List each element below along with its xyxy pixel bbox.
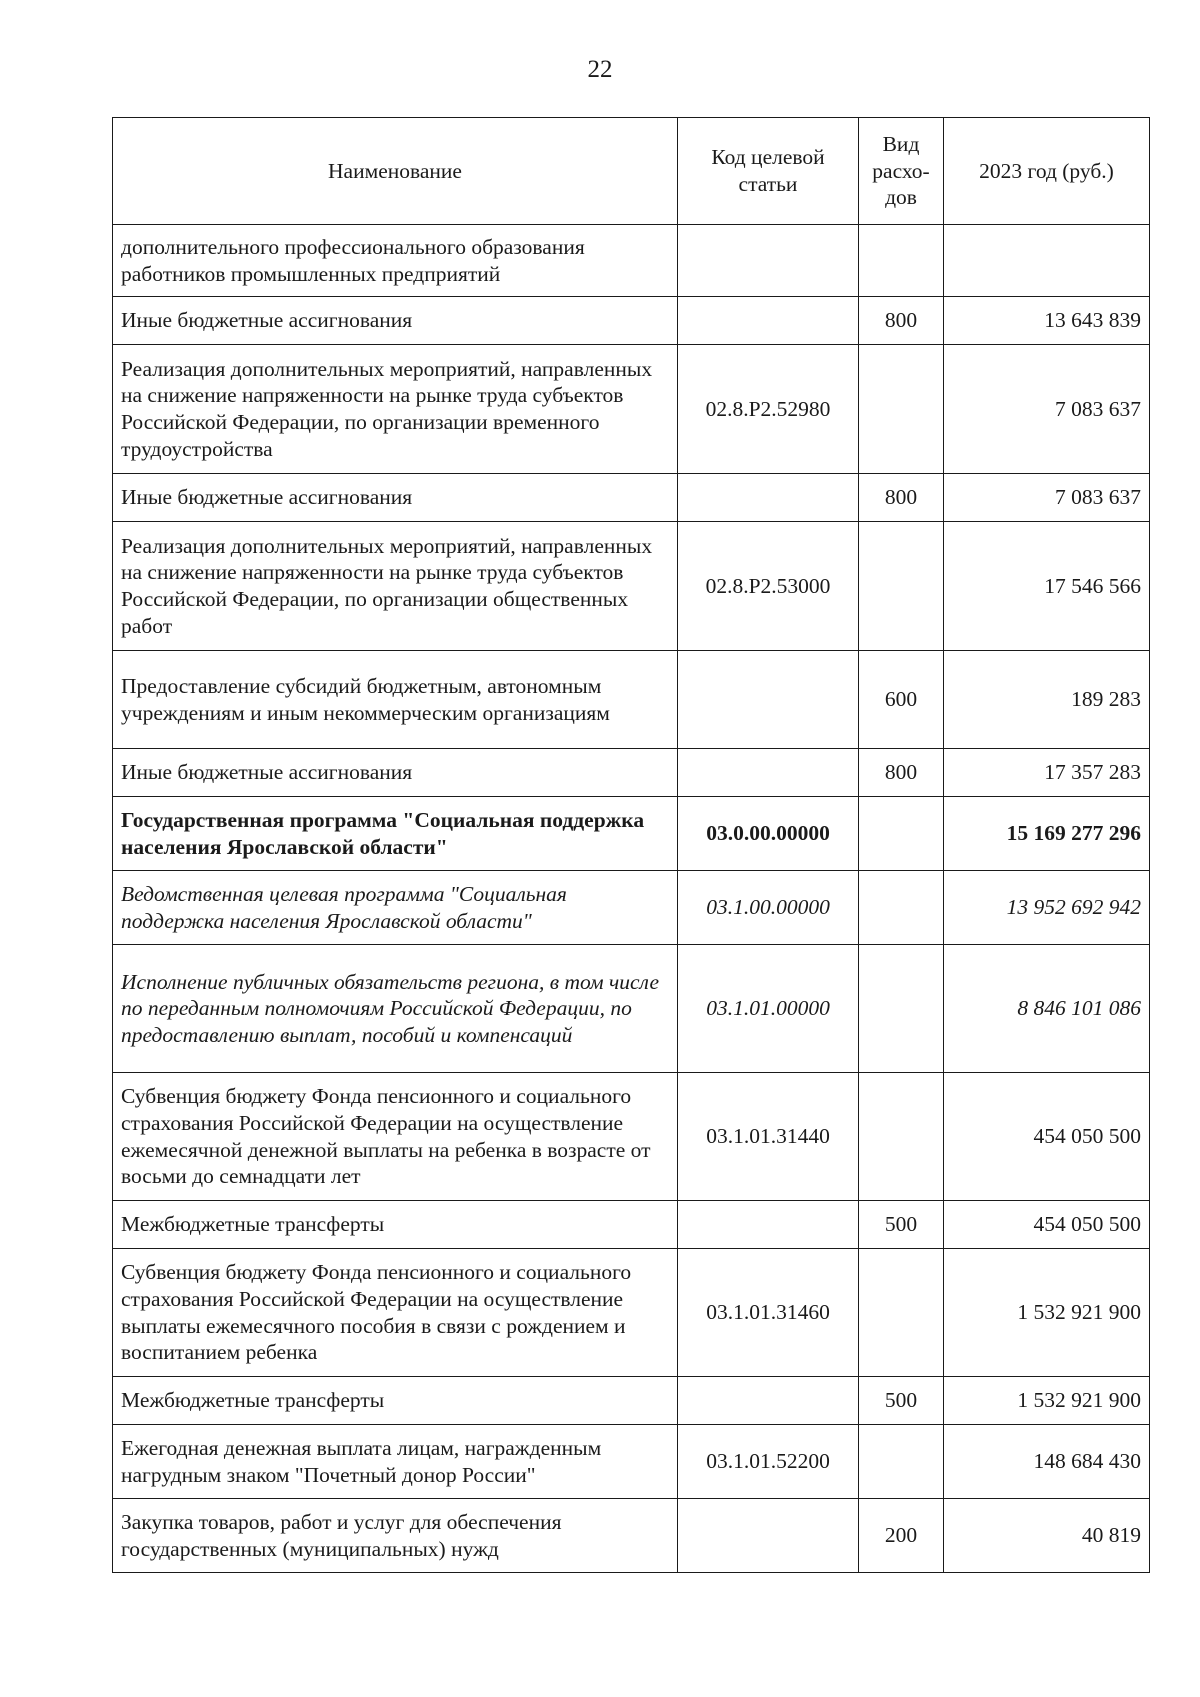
row-type: 200 [859,1499,944,1573]
header-type: Вид расхо-дов [859,118,944,225]
table-row [113,749,1150,797]
row-amount: 454 050 500 [944,1201,1150,1249]
row-amount: 7 083 637 [944,474,1150,522]
row-code: 02.8.P2.52980 [678,345,859,474]
table-row [113,1073,1150,1201]
table-row [113,297,1150,345]
row-code [678,297,859,345]
row-name: Ведомственная целевая программа "Социальная поддержка населения Ярославской области" [113,871,678,945]
row-code [678,749,859,797]
table-row [113,651,1150,749]
row-name: Реализация дополнительных мероприятий, направленных на снижение напряженности на рынке труда субъектов Российской Федерации, по организации временного трудоустройства [113,345,678,474]
row-code: 03.1.01.31440 [678,1073,859,1201]
row-amount: 454 050 500 [944,1073,1150,1201]
header-amount: 2023 год (руб.) [944,118,1150,225]
row-amount: 7 083 637 [944,345,1150,474]
table-row [113,871,1150,945]
row-type: 800 [859,749,944,797]
table-row [113,225,1150,297]
row-amount: 1 532 921 900 [944,1249,1150,1377]
table-header-row [113,118,1150,225]
row-amount: 17 546 566 [944,522,1150,651]
header-code: Код целевой статьи [678,118,859,225]
row-code [678,1377,859,1425]
table-row [113,1425,1150,1499]
row-code: 03.1.00.00000 [678,871,859,945]
row-amount [944,225,1150,297]
row-code: 03.1.01.00000 [678,945,859,1073]
row-name: Исполнение публичных обязательств региона, в том числе по переданным полномочиям Российской Федерации, по предоставлению выплат, пособий и компенсаций [113,945,678,1073]
header-name: Наименование [113,118,678,225]
budget-table [112,117,1150,1573]
table-row [113,345,1150,474]
row-code [678,474,859,522]
row-amount: 40 819 [944,1499,1150,1573]
row-type: 500 [859,1201,944,1249]
row-amount: 17 357 283 [944,749,1150,797]
row-amount: 1 532 921 900 [944,1377,1150,1425]
row-amount: 13 643 839 [944,297,1150,345]
row-amount: 15 169 277 296 [944,797,1150,871]
row-code: 03.0.00.00000 [678,797,859,871]
row-type [859,797,944,871]
row-type: 800 [859,474,944,522]
row-type [859,345,944,474]
row-name: Субвенция бюджету Фонда пенсионного и социального страхования Российской Федерации на осуществление выплаты ежемесячного пособия в связи с рождением и воспитанием ребенка [113,1249,678,1377]
row-name: Ежегодная денежная выплата лицам, награжденным нагрудным знаком "Почетный донор России" [113,1425,678,1499]
row-type: 500 [859,1377,944,1425]
row-name: Предоставление субсидий бюджетным, автономным учреждениям и иным некоммерческим организациям [113,651,678,749]
table-row [113,1249,1150,1377]
row-name: Иные бюджетные ассигнования [113,749,678,797]
row-code [678,1201,859,1249]
row-amount: 189 283 [944,651,1150,749]
row-amount: 13 952 692 942 [944,871,1150,945]
row-type [859,871,944,945]
row-type [859,1073,944,1201]
row-name: Государственная программа "Социальная поддержка населения Ярославской области" [113,797,678,871]
row-name: Закупка товаров, работ и услуг для обеспечения государственных (муниципальных) нужд [113,1499,678,1573]
table-row [113,1499,1150,1573]
row-type [859,522,944,651]
table-row [113,522,1150,651]
row-code: 02.8.P2.53000 [678,522,859,651]
row-name: Иные бюджетные ассигнования [113,474,678,522]
table-row [113,945,1150,1073]
table-row [113,797,1150,871]
table-row [113,474,1150,522]
row-code: 03.1.01.31460 [678,1249,859,1377]
row-code [678,225,859,297]
row-type: 600 [859,651,944,749]
row-name: Межбюджетные трансферты [113,1201,678,1249]
page-number: 22 [587,56,613,83]
row-name: Межбюджетные трансферты [113,1377,678,1425]
row-name: Иные бюджетные ассигнования [113,297,678,345]
table-row [113,1201,1150,1249]
row-name: дополнительного профессионального образования работников промышленных предприятий [113,225,678,297]
row-code [678,1499,859,1573]
row-amount: 8 846 101 086 [944,945,1150,1073]
row-type [859,945,944,1073]
row-name: Субвенция бюджету Фонда пенсионного и социального страхования Российской Федерации на осуществление ежемесячной денежной выплаты на ребенка в возрасте от восьми до семнадцати лет [113,1073,678,1201]
row-type: 800 [859,297,944,345]
row-code: 03.1.01.52200 [678,1425,859,1499]
row-name: Реализация дополнительных мероприятий, направленных на снижение напряженности на рынке труда субъектов Российской Федерации, по организации общественных работ [113,522,678,651]
row-amount: 148 684 430 [944,1425,1150,1499]
table-row [113,1377,1150,1425]
row-type [859,225,944,297]
row-type [859,1249,944,1377]
row-code [678,651,859,749]
row-type [859,1425,944,1499]
